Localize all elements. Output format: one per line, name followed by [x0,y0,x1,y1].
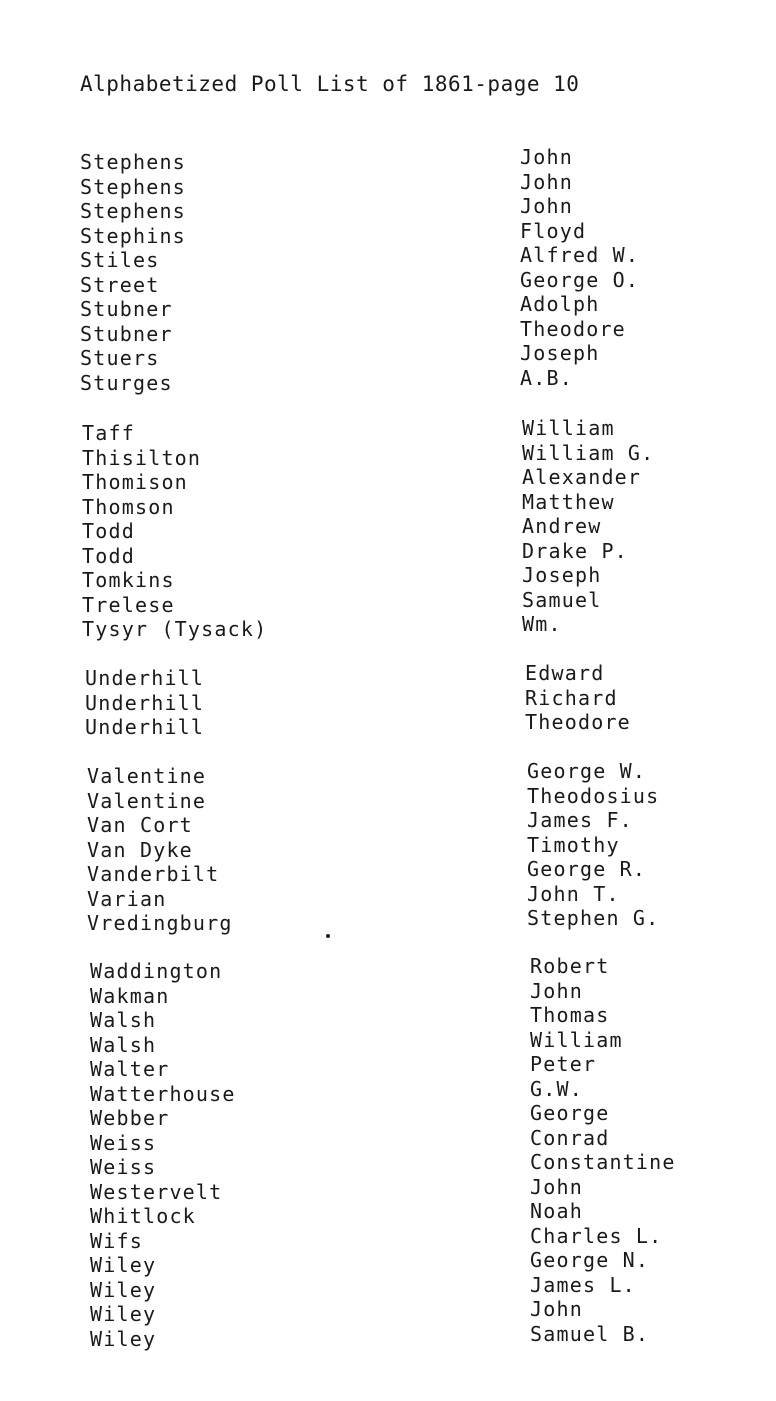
given-name: George [530,1101,610,1125]
surname: Walsh [90,1008,157,1032]
surname: Sturges [80,370,173,395]
given-name: John [520,169,573,194]
surname: Whitlock [90,1204,196,1228]
surname-group-w [90,954,730,1351]
surname: Stubner [80,321,173,346]
surname: Wiley [90,1253,157,1277]
poll-entry-row [90,1101,730,1131]
surname: Weiss [90,1155,157,1179]
given-name: John T. [527,881,620,906]
surname: Wifs [90,1228,143,1253]
poll-entry-row [90,1174,730,1205]
given-name: Samuel B. [530,1321,650,1346]
surname: Taff [82,421,135,445]
given-name: John [530,1297,583,1321]
given-name: Charles L. [530,1223,663,1248]
surname: Walsh [90,1032,157,1057]
surname: Tysyr (Tysack) [82,617,268,641]
surname: Stubner [80,297,173,321]
given-name: John [530,978,583,1003]
given-name: Timothy [527,832,620,857]
given-name: Floyd [520,218,587,243]
given-name: Matthew [522,489,615,514]
surname-group-v [87,759,727,936]
given-name: John [530,1174,583,1199]
given-name: Joseph [522,563,602,587]
given-name: Robert [530,954,610,978]
given-name: George R. [527,857,647,881]
poll-entry-row [87,857,727,887]
given-name: Drake P. [522,538,628,563]
surname: Tomkins [82,568,175,592]
surname: Wiley [90,1326,157,1351]
surname: Valentine [87,788,207,813]
poll-entry-row [90,1150,730,1180]
surname: Underhill [85,690,205,715]
poll-entry-row [90,1272,730,1303]
ink-speck [326,934,330,938]
surname: Van Dyke [87,837,193,862]
given-name: Stephen G. [527,906,660,930]
surname: Stephens [80,174,186,199]
poll-entry-row [90,978,730,1009]
given-name: A.B. [520,365,573,390]
surname: Wiley [90,1277,157,1302]
page-title: Alphabetized Poll List of 1861-page 10 [80,72,580,96]
given-name: Theodosius [527,783,660,808]
surname: Watterhouse [90,1081,236,1106]
poll-entry-row [80,169,720,200]
given-name: William [522,416,615,440]
given-name: William [530,1027,623,1052]
given-name: William G. [522,440,655,465]
given-name: John [520,194,573,218]
surname: Underhill [85,715,205,739]
surname: Walter [90,1057,170,1081]
poll-entry-row [87,808,727,838]
surname: Webber [90,1106,170,1130]
given-name: Wm. [522,612,562,636]
poll-entry-row [80,341,720,371]
surname: Thomison [82,470,188,494]
surname: Valentine [87,764,207,788]
surname: Westervelt [90,1179,223,1204]
poll-entry-row [82,465,722,495]
poll-entry-row [87,906,727,936]
poll-entry-row [82,587,722,618]
surname: Vanderbilt [87,862,220,886]
surname-group-t [82,416,722,642]
surname: Todd [82,543,135,568]
poll-entry-row [80,267,720,298]
surname: Todd [82,519,135,543]
surname: Stephins [80,223,186,248]
surname: Varian [87,886,167,911]
given-name: James F. [527,808,633,832]
surname: Stephens [80,199,186,223]
surname: Weiss [90,1130,157,1155]
poll-entry-row [90,954,730,984]
given-name: Theodore [520,316,626,341]
surname: Underhill [85,666,205,690]
given-name: Samuel [522,587,602,612]
poll-entry-row [90,1321,730,1352]
given-name: Joseph [520,341,600,365]
poll-entry-row [90,1027,730,1058]
given-name: Constantine [530,1150,676,1174]
surname: Stuers [80,346,160,370]
surname: Stiles [80,248,160,272]
poll-entry-row [82,489,722,520]
poll-entry-row [80,145,720,175]
surname: Stephens [80,150,186,174]
given-name: G.W. [530,1076,583,1101]
given-name: James L. [530,1272,636,1297]
surname: Van Cort [87,813,193,837]
poll-entry-row [82,563,722,593]
poll-entry-row [85,710,725,740]
poll-entry-row [90,1052,730,1082]
surname: Vredingburg [87,911,233,935]
poll-entry-row [82,538,722,569]
poll-entry-row [80,316,720,347]
given-name: Edward [525,661,605,685]
poll-entry-row [90,1003,730,1033]
given-name: George O. [520,267,640,292]
given-name: George N. [530,1248,650,1272]
poll-entry-row [80,365,720,396]
given-name: Theodore [525,710,631,734]
poll-entry-row [90,1076,730,1107]
surname: Thomson [82,494,175,519]
given-name: Alfred W. [520,243,640,267]
surname: Street [80,272,160,297]
surname: Wiley [90,1302,157,1326]
given-name: Andrew [522,514,602,538]
poll-entry-row [82,612,722,642]
surname-group-s [80,145,720,395]
given-name: Adolph [520,292,600,316]
given-name: Peter [530,1052,597,1076]
given-name: Conrad [530,1125,610,1150]
given-name: Richard [525,685,618,710]
given-name: Thomas [530,1003,610,1027]
surname: Trelese [82,592,175,617]
surname: Thisilton [82,445,202,470]
poll-entry-row [80,194,720,224]
surname-group-u [85,661,725,740]
poll-entry-row [85,661,725,691]
given-name: Alexander [522,465,642,489]
given-name: Noah [530,1199,583,1223]
surname: Wakman [90,983,170,1008]
given-name: George W. [527,759,647,783]
surname: Waddington [90,959,223,983]
given-name: John [520,145,573,169]
